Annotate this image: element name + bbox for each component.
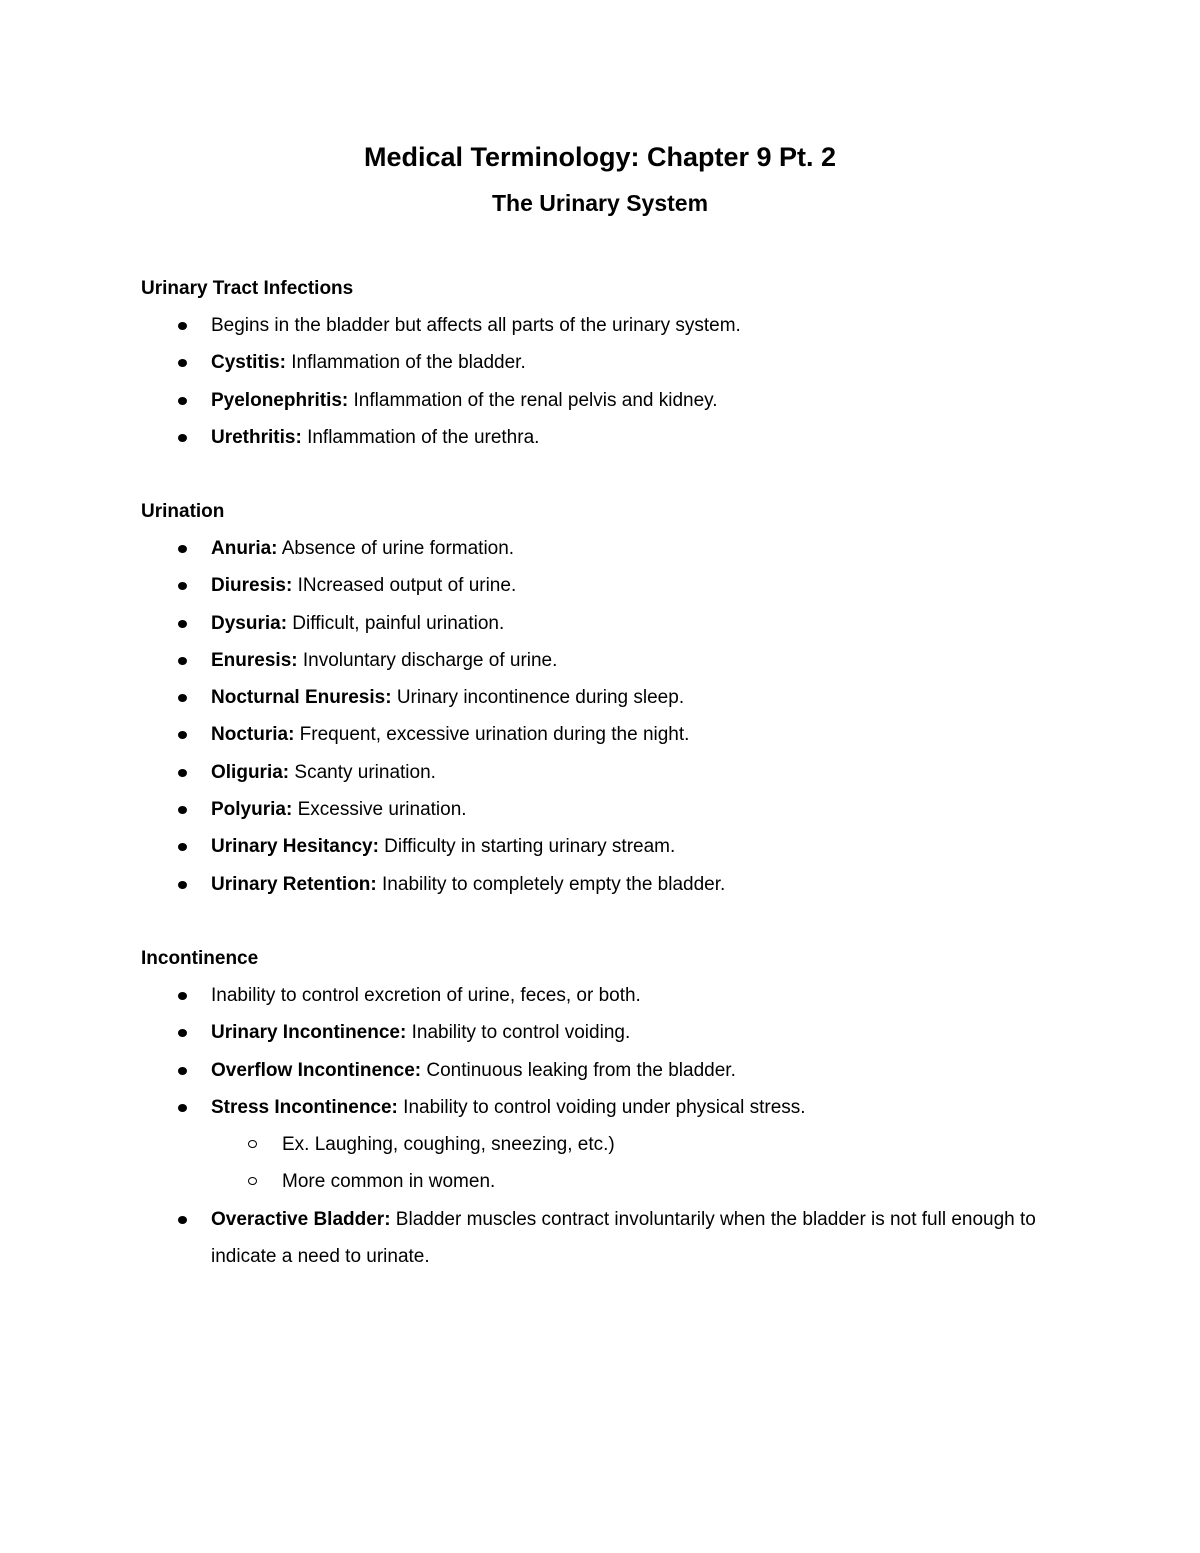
bullet-icon — [178, 806, 187, 814]
list-item — [141, 1089, 1101, 1201]
definition: Urinary incontinence during sleep. — [391, 687, 685, 709]
definition: Continuous leaking from the bladder. — [421, 1059, 736, 1081]
list-item — [141, 828, 1101, 865]
bullet-icon — [178, 694, 187, 702]
term: Enuresis: — [211, 649, 298, 671]
definition: Difficulty in starting urinary stream. — [378, 836, 676, 858]
term: Overactive Bladder: — [211, 1208, 391, 1230]
list-item — [141, 1014, 1101, 1051]
bullet-list — [141, 307, 1101, 456]
term: Urinary Hesitancy: — [211, 836, 379, 858]
list-item — [141, 679, 1101, 716]
bullet-icon — [178, 545, 187, 553]
bullet-icon — [178, 1216, 187, 1224]
bullet-icon — [178, 881, 187, 889]
list-item — [141, 307, 1101, 344]
section-urinary-tract-infections — [141, 270, 1101, 456]
term: Polyuria: — [211, 799, 293, 821]
definition: Inflammation of the renal pelvis and kidney. — [348, 389, 718, 411]
term: Oliguria: — [211, 761, 290, 783]
term: Nocturnal Enuresis: — [211, 687, 392, 709]
sub-bullet-list — [211, 1126, 1101, 1201]
section-urination — [141, 493, 1101, 903]
sub-item-text: More common in women. — [282, 1171, 496, 1193]
term: Diuresis: — [211, 575, 293, 597]
bullet-icon — [178, 731, 187, 739]
sub-list-item — [211, 1163, 1101, 1200]
bullet-icon — [178, 322, 187, 330]
definition: Scanty urination. — [289, 761, 436, 783]
term: Anuria: — [211, 538, 278, 559]
list-item — [141, 642, 1101, 679]
list-item — [141, 605, 1101, 642]
definition: Inability to control voiding. — [406, 1022, 631, 1044]
definition: Bladder muscles contract involuntarily when the bladder is not full enough to indicate a need to urinate. — [211, 1208, 1036, 1268]
bullet-icon — [178, 1067, 187, 1075]
list-item — [141, 754, 1101, 791]
definition: Inflammation of the bladder. — [285, 352, 526, 374]
list-item — [141, 382, 1101, 419]
bullet-icon — [178, 769, 187, 777]
bullet-icon — [178, 434, 187, 442]
hollow-bullet-icon — [248, 1177, 257, 1185]
term: Dysuria: — [211, 612, 288, 634]
bullet-icon — [178, 1104, 187, 1112]
definition: Frequent, excessive urination during the night. — [294, 724, 690, 746]
page-subtitle: The Urinary System — [491, 190, 709, 216]
sub-list-item — [211, 1126, 1101, 1163]
list-item — [141, 567, 1101, 604]
bullet-icon — [178, 620, 187, 628]
definition: Absence of urine formation. — [277, 538, 515, 559]
hollow-bullet-icon — [248, 1140, 257, 1148]
list-item — [141, 977, 1101, 1014]
section-heading: Incontinence — [141, 948, 259, 969]
definition: Inability to control excretion of urine, feces, or both. — [211, 985, 641, 1006]
bullet-icon — [178, 359, 187, 367]
definition: Involuntary discharge of urine. — [297, 649, 558, 671]
term: Nocturia: — [211, 724, 295, 746]
term: Stress Incontinence: — [211, 1096, 398, 1118]
bullet-icon — [178, 843, 187, 851]
bullet-icon — [178, 397, 187, 405]
list-item — [141, 866, 1101, 903]
section-incontinence — [141, 940, 1101, 1275]
list-item — [141, 419, 1101, 456]
page-title: Medical Terminology: Chapter 9 Pt. 2 — [363, 142, 837, 172]
section-heading: Urinary Tract Infections — [141, 278, 354, 299]
definition: Inability to completely empty the bladder. — [376, 873, 726, 895]
definition: Inflammation of the urethra. — [301, 426, 540, 448]
term: Overflow Incontinence: — [211, 1059, 422, 1081]
list-item — [141, 791, 1101, 828]
definition: Inability to control voiding under physical stress. — [397, 1096, 806, 1118]
term: Cystitis: — [211, 352, 286, 374]
term: Urinary Incontinence: — [211, 1022, 407, 1044]
term: Pyelonephritis: — [211, 389, 349, 411]
list-item — [141, 344, 1101, 381]
term: Urethritis: — [211, 426, 302, 448]
term: Urinary Retention: — [211, 873, 377, 895]
definition: INcreased output of urine. — [292, 575, 517, 597]
bullet-icon — [178, 657, 187, 665]
bullet-list — [141, 530, 1101, 903]
bullet-icon — [178, 1029, 187, 1037]
list-item — [141, 1201, 1101, 1276]
section-heading: Urination — [141, 501, 225, 522]
bullet-icon — [178, 992, 187, 1000]
definition: Difficult, painful urination. — [287, 612, 505, 634]
list-item — [141, 716, 1101, 753]
list-item — [141, 530, 1101, 567]
list-item — [141, 1052, 1101, 1089]
definition: Begins in the bladder but affects all parts of the urinary system. — [211, 315, 741, 336]
bullet-icon — [178, 582, 187, 590]
sub-item-text: Ex. Laughing, coughing, sneezing, etc.) — [282, 1134, 615, 1156]
bullet-list — [141, 977, 1101, 1275]
definition: Excessive urination. — [292, 799, 467, 821]
